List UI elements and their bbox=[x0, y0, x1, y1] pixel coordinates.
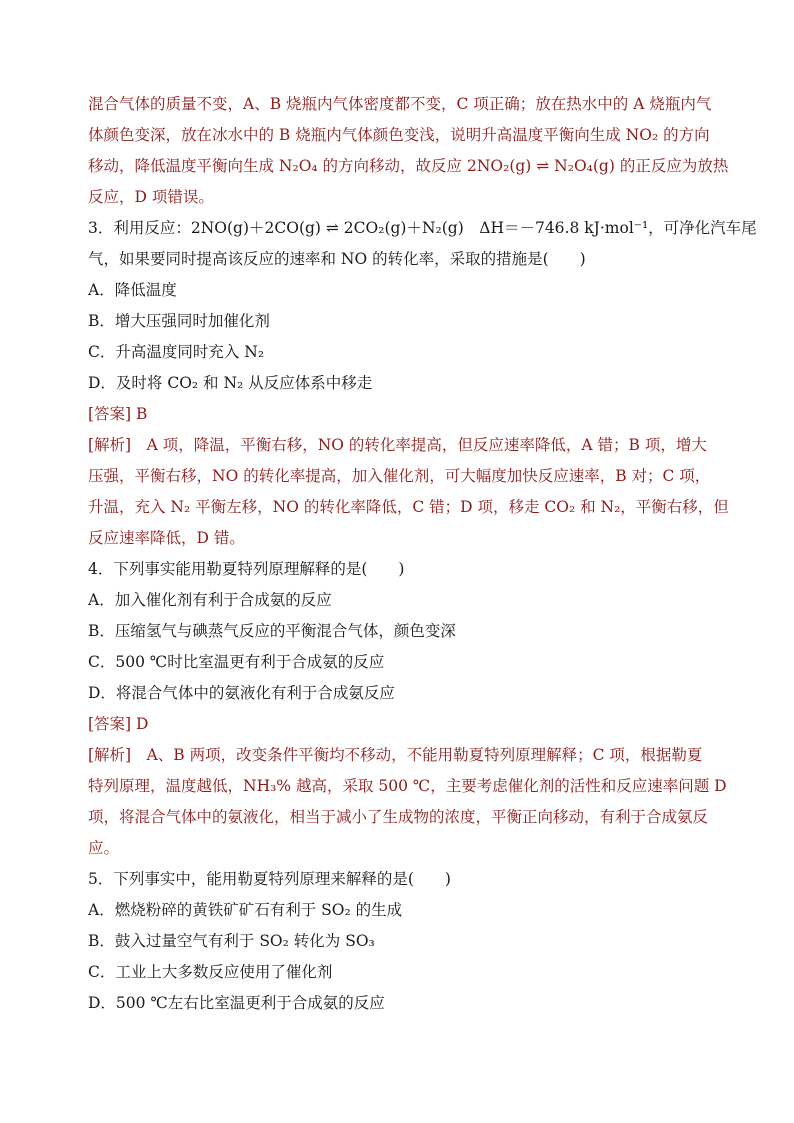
question-5-stem: 5．下列事实中，能用勒夏特列原理来解释的是( ) bbox=[88, 870, 451, 888]
question-4-explanation: 项，将混合气体中的氨液化，相当于减小了生成物的浓度，平衡正向移动，有利于合成氨反 bbox=[88, 808, 709, 826]
question-3-option-d: D．及时将 CO₂ 和 N₂ 从反应体系中移走 bbox=[88, 374, 373, 392]
question-3-stem: 3．利用反应：2NO(g)＋2CO(g) ⇌ 2CO₂(g)＋N₂(g) ΔH＝－746.8 kJ·mol⁻¹，可净化汽车尾 bbox=[88, 219, 757, 237]
question-3-option-c: C．升高温度同时充入 N₂ bbox=[88, 343, 265, 361]
question-3-explanation: 反应速率降低，D 错。 bbox=[88, 529, 245, 547]
question-3-explanation: [解析] A 项，降温，平衡右移，NO 的转化率提高，但反应速率降低，A 错；B 项，增大 bbox=[88, 436, 707, 454]
question-5-option-d: D．500 ℃左右比室温更利于合成氨的反应 bbox=[88, 994, 385, 1012]
question-4-option-d: D．将混合气体中的氨液化有利于合成氨反应 bbox=[88, 684, 395, 702]
question-4-option-c: C．500 ℃时比室温更有利于合成氨的反应 bbox=[88, 653, 385, 671]
question-3-explanation: 升温，充入 N₂ 平衡左移，NO 的转化率降低，C 错；D 项，移走 CO₂ 和 N₂，平衡右移，但 bbox=[88, 498, 729, 516]
question-3-stem: 气，如果要同时提高该反应的速率和 NO 的转化率，采取的措施是( ) bbox=[88, 250, 586, 268]
explanation-line: 混合气体的质量不变，A、B 烧瓶内气体密度都不变，C 项正确；放在热水中的 A 烧瓶内气 bbox=[88, 95, 712, 113]
question-3-option-b: B．增大压强同时加催化剂 bbox=[88, 312, 270, 330]
question-3-answer: [答案] B bbox=[88, 405, 148, 423]
question-4-explanation: 应。 bbox=[88, 839, 120, 857]
question-5-option-c: C．工业上大多数反应使用了催化剂 bbox=[88, 963, 333, 981]
explanation-line: 体颜色变深，放在冰水中的 B 烧瓶内气体颜色变浅，说明升高温度平衡向生成 NO₂ 的方向 bbox=[88, 126, 710, 144]
explanation-line: 移动，降低温度平衡向生成 N₂O₄ 的方向移动，故反应 2NO₂(g) ⇌ N₂O₄(g) 的正反应为放热 bbox=[88, 157, 729, 175]
question-4-stem: 4．下列事实能用勒夏特列原理解释的是( ) bbox=[88, 560, 405, 578]
question-5-option-b: B．鼓入过量空气有利于 SO₂ 转化为 SO₃ bbox=[88, 932, 375, 950]
explanation-line: 反应，D 项错误。 bbox=[88, 188, 214, 206]
question-4-option-a: A．加入催化剂有利于合成氨的反应 bbox=[88, 591, 332, 609]
question-5-option-a: A．燃烧粉碎的黄铁矿矿石有利于 SO₂ 的生成 bbox=[88, 901, 403, 919]
question-4-answer: [答案] D bbox=[88, 715, 149, 733]
question-4-explanation: [解析] A、B 两项，改变条件平衡均不移动，不能用勒夏特列原理解释；C 项，根据勒夏 bbox=[88, 746, 703, 764]
question-3-option-a: A．降低温度 bbox=[88, 281, 177, 299]
question-4-option-b: B．压缩氢气与碘蒸气反应的平衡混合气体，颜色变深 bbox=[88, 622, 456, 640]
question-4-explanation: 特列原理，温度越低，NH₃% 越高，采取 500 ℃，主要考虑催化剂的活性和反应速率问题 D bbox=[88, 777, 727, 795]
question-3-explanation: 压强，平衡右移，NO 的转化率提高，加入催化剂，可大幅度加快反应速率，B 对；C 项， bbox=[88, 467, 711, 485]
